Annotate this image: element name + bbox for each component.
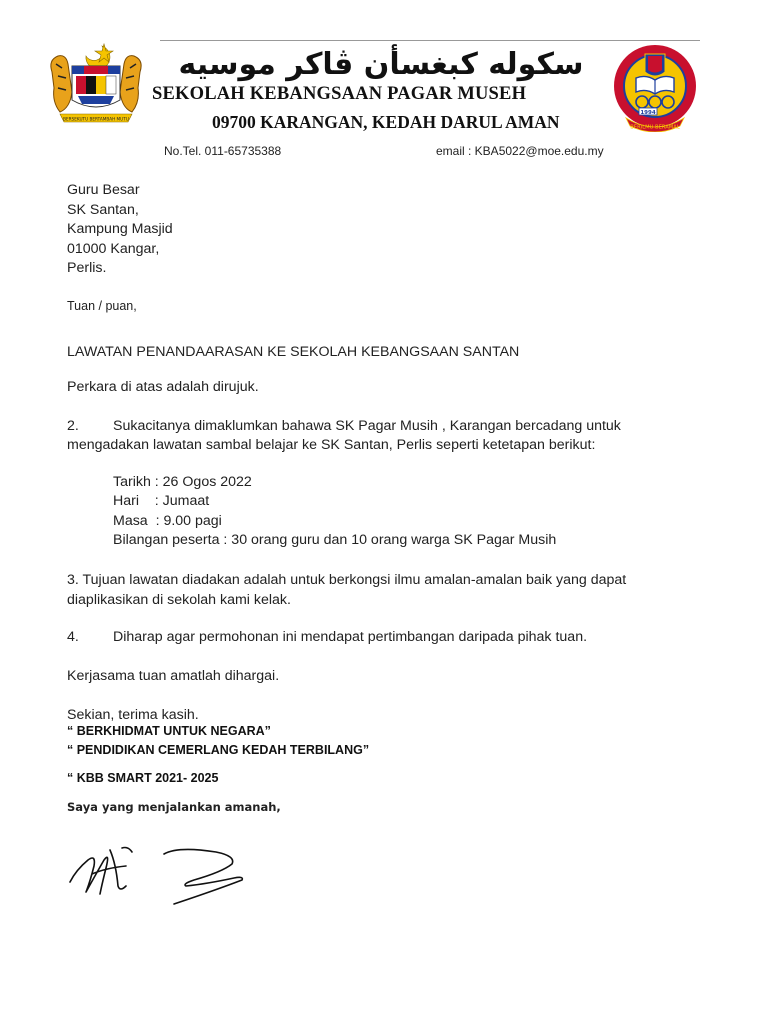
slogan-line: “ BERKHIDMAT UNTUK NEGARA”	[67, 724, 271, 738]
detail-date: Tarikh : 26 Ogos 2022	[113, 474, 252, 490]
recipient-line: Kampung Masjid	[67, 221, 173, 237]
slogan-line: “ PENDIDIKAN CEMERLANG KEDAH TERBILANG”	[67, 743, 370, 757]
paragraph-2-line-1: 2. Sukacitanya dimaklumkan bahawa SK Pagar Musih , Karangan bercadang untuk	[67, 417, 667, 437]
school-crest-icon	[612, 42, 698, 132]
svg-text:BERILMU BERAMAL: BERILMU BERAMAL	[630, 124, 680, 131]
detail-time: Masa : 9.00 pagi	[113, 513, 222, 529]
paragraph-2-line-2: mengadakan lawatan sambal belajar ke SK Santan, Perlis seperti ketetapan berikut:	[67, 437, 596, 453]
handwritten-signature	[66, 830, 256, 910]
malaysia-coat-of-arms-icon	[46, 42, 146, 128]
intro-paragraph: Perkara di atas adalah dirujuk.	[67, 379, 259, 395]
letter-subject: LAWATAN PENANDAARASAN KE SEKOLAH KEBANGSAAN SANTAN	[67, 344, 520, 360]
paragraph-number: 4.	[67, 629, 79, 645]
school-name: SEKOLAH KEBANGSAAN PAGAR MUSEH	[152, 84, 527, 104]
thanks-line: Kerjasama tuan amatlah dihargai.	[67, 668, 280, 684]
paragraph-3-line-1: 3. Tujuan lawatan diadakan adalah untuk berkongsi ilmu amalan-amalan baik yang dapat	[67, 572, 627, 588]
slogan-line: “ KBB SMART 2021- 2025	[67, 771, 219, 785]
school-phone: No.Tel. 011-65735388	[164, 144, 282, 158]
school-email: email : KBA5022@moe.edu.my	[436, 144, 604, 158]
detail-day: Hari : Jumaat	[113, 493, 210, 509]
detail-participants: Bilangan peserta : 30 orang guru dan 10 orang warga SK Pagar Musih	[113, 532, 557, 548]
svg-text:BERSEKUTU BERTAMBAH MUTU: BERSEKUTU BERTAMBAH MUTU	[63, 116, 129, 122]
signoff-line: Saya yang menjalankan amanah,	[67, 800, 281, 814]
recipient-line: Perlis.	[67, 260, 107, 276]
recipient-line: SK Santan,	[67, 202, 139, 218]
closing-line: Sekian, terima kasih.	[67, 707, 199, 723]
salutation: Tuan / puan,	[67, 299, 137, 313]
recipient-line: 01000 Kangar,	[67, 241, 160, 257]
paragraph-number: 2.	[67, 418, 79, 434]
svg-text:1994: 1994	[640, 110, 656, 116]
paragraph-3-line-2: diaplikasikan di sekolah kami kelak.	[67, 592, 291, 608]
jawi-school-name-calligraphy	[166, 40, 596, 88]
svg-text:سکوله کبغسأن ڤاکر موسيه: سکوله کبغسأن ڤاکر موسيه	[178, 47, 584, 82]
paragraph-4: 4. Diharap agar permohonan ini mendapat pertimbangan daripada pihak tuan.	[67, 628, 667, 648]
recipient-line: Guru Besar	[67, 182, 140, 198]
school-address: 09700 KARANGAN, KEDAH DARUL AMAN	[212, 112, 560, 132]
